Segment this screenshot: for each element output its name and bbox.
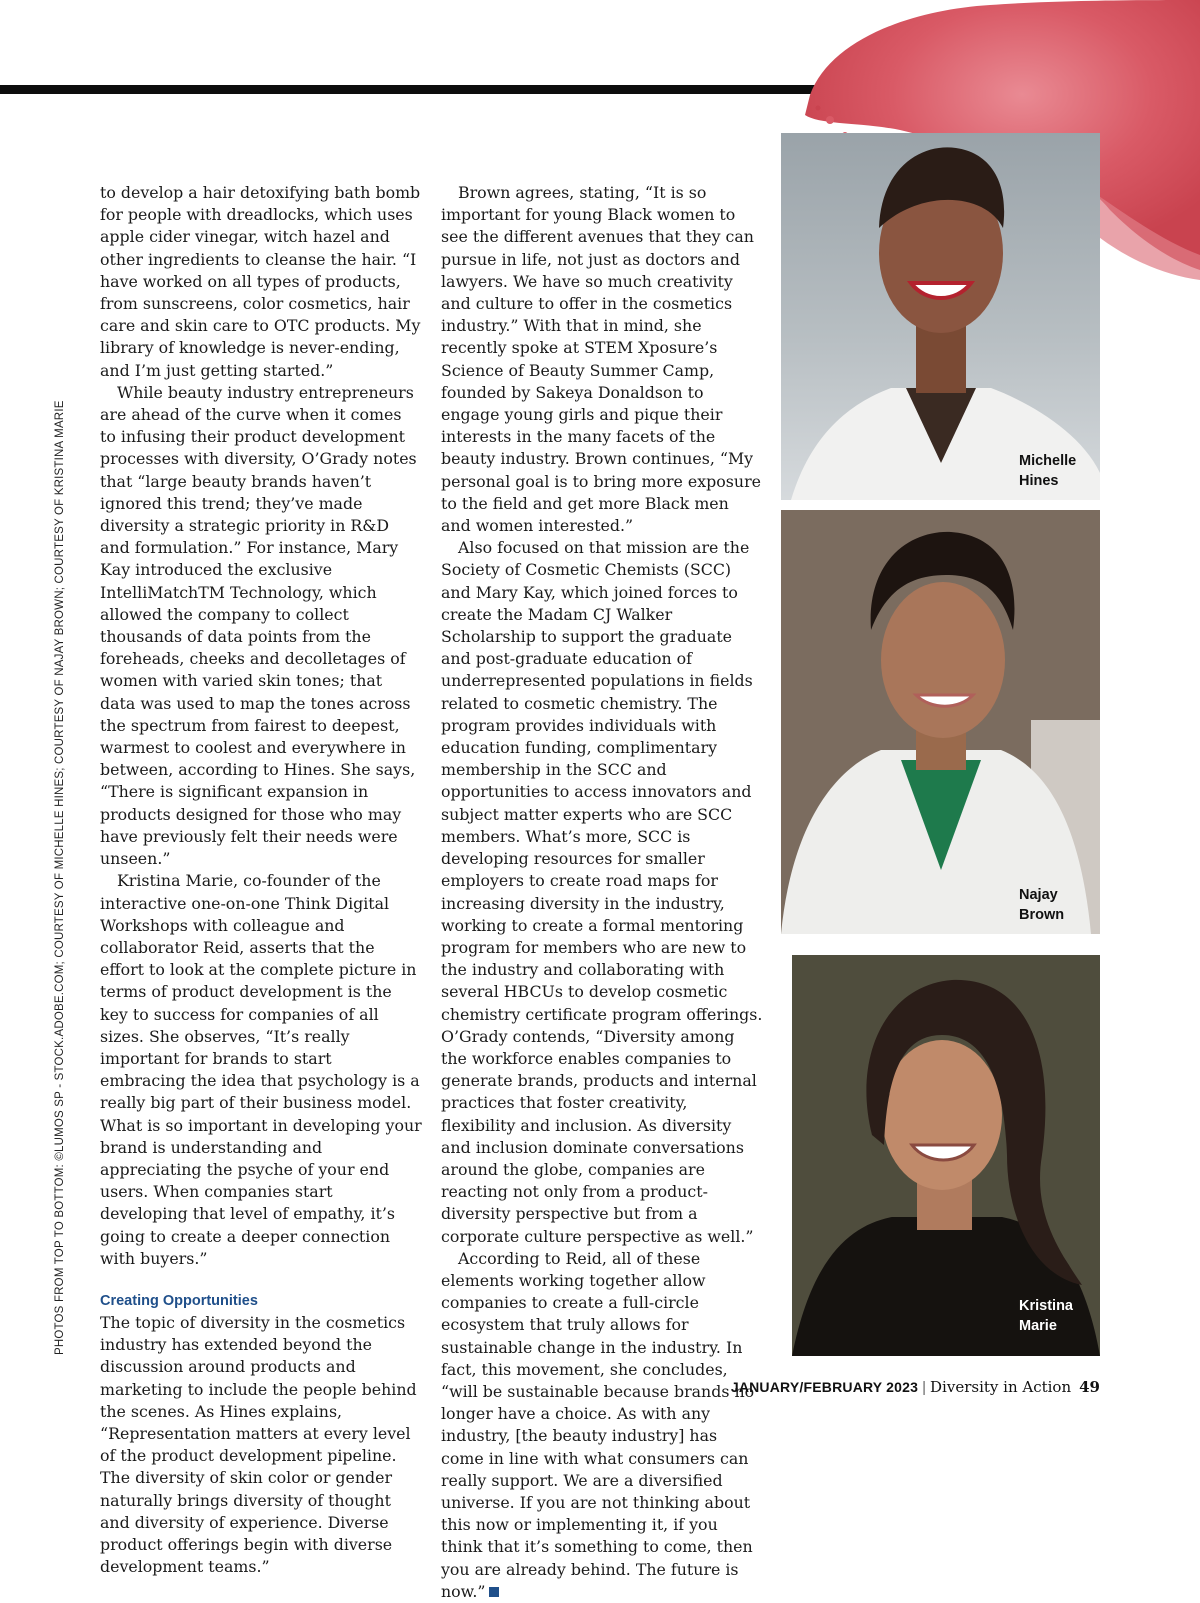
paragraph-text: According to Reid, all of these elements working together allow companies to create a full-circle ecosystem that truly allows for sustainable change in the industry. In fact, this movement, she concludes, “will be sustainable because brands no longer have a choice. As with any industry, [the beauty industry] has come in line with what consumers can really support. We are a diversified universe. If you are not thinking about this now or implementing it, if you think that it’s something to come, then you are already behind. The future is now.”: [441, 1248, 755, 1601]
paragraph: While beauty industry entrepreneurs are ahead of the curve when it comes to infusing their product development processes with diversity, O’Grady notes that “large beauty brands haven’t ignored this trend; they’ve made diversity a strategic priority in R&D and formulation.” For instance, Mary Kay introduced the exclusive IntelliMatchTM Technology, which allowed the company to collect thousands of data points from the foreheads, cheeks and decolletages of women with varied skin tones; that data was used to map the tones across the spectrum from fairest to deepest, warmest to coolest and everywhere in between, according to Hines. She says, “There is significant expansion in products designed for those who may have previously felt their needs were unseen.”: [100, 382, 417, 869]
section-heading: Creating Opportunities: [100, 1292, 258, 1309]
portrait-michelle-hines: [781, 133, 1100, 500]
page-footer: [731, 1378, 1100, 1396]
paragraph: Brown agrees, stating, “It is so important for young Black women to see the different avenues that they can pursue in life, not just as doctors and lawyers. We have so much creativity and culture to offer in the cosmetics industry.” With that in mind, she recently spoke at STEM Xposure’s Science of Beauty Summer Camp, founded by Sakeya Donaldson to engage young girls and pique their interests in the many facets of the beauty industry. Brown continues, “My personal goal is to bring more exposure to the field and get more Black men and women interested.”: [441, 183, 761, 536]
page-number: 49: [1079, 1378, 1100, 1396]
caption-first-name: Kristina: [1019, 1298, 1073, 1314]
article-column-1: [100, 182, 422, 1578]
caption-kristina-marie: [1019, 1296, 1073, 1336]
caption-last-name: Marie: [1019, 1318, 1057, 1334]
issue-date: JANUARY/FEBRUARY 2023: [730, 1379, 919, 1395]
caption-first-name: Michelle: [1019, 453, 1077, 469]
top-rule: [0, 85, 830, 94]
caption-last-name: Brown: [1019, 907, 1065, 923]
article-column-2: [441, 182, 763, 1603]
caption-last-name: Hines: [1019, 473, 1059, 489]
footer-separator: |: [922, 1379, 927, 1396]
portrait-najay-brown: [781, 510, 1100, 934]
caption-first-name: Najay: [1019, 887, 1058, 903]
paragraph: The topic of diversity in the cosmetics industry has extended beyond the discussion around products and marketing to include the people behind the scenes. As Hines explains, “Representation matters at every level of the product development pipeline. The diversity of skin color or gender naturally brings diversity of thought and diversity of experience. Diverse product offerings begin with diverse development teams.”: [100, 1312, 417, 1577]
caption-michelle-hines: [1019, 451, 1076, 491]
paragraph: Also focused on that mission are the Society of Cosmetic Chemists (SCC) and Mary Kay, which joined forces to create the Madam CJ Walker Scholarship to support the graduate and post-graduate education of underrepresented populations in fields related to cosmetic chemistry. The program provides individuals with education funding, complimentary membership in the SCC and opportunities to access innovators and subject matter experts who are SCC members. What’s more, SCC is developing resources for smaller employers to create road maps for increasing diversity in the industry, working to create a formal mentoring program for members who are new to the industry and collaborating with several HBCUs to develop cosmetic chemistry certificate program offerings. O’Grady contends, “Diversity among the workforce enables companies to generate brands, products and internal practices that foster creativity, flexibility and inclusion. As diversity and inclusion dominate conversations around the globe, companies are reacting not only from a product-diversity perspective but from a corporate culture perspective as well.”: [441, 538, 763, 1246]
end-of-article-mark: [489, 1587, 499, 1597]
paragraph: to develop a hair detoxifying bath bomb for people with dreadlocks, which uses apple cider vinegar, witch hazel and other ingredients to cleanse the hair. “I have worked on all types of products, from sunscreens, color cosmetics, hair care and skin care to OTC products. My library of knowledge is never-ending, and I’m just getting started.”: [100, 183, 421, 380]
caption-najay-brown: [1019, 885, 1064, 925]
magazine-title: Diversity in Action: [930, 1378, 1072, 1396]
paragraph: Kristina Marie, co-founder of the interactive one-on-one Think Digital Workshops with colleague and collaborator Reid, asserts that the effort to look at the complete picture in terms of product development is the key to success for companies of all sizes. She observes, “It’s really important for brands to start embracing the idea that psychology is a really big part of their business model. What is so important in developing your brand is understanding and appreciating the psyche of your end users. When companies start developing that level of empathy, it’s going to create a deeper connection with buyers.”: [100, 871, 422, 1268]
photo-credit: PHOTOS FROM TOP TO BOTTOM: ©LUMOS SP - STOCK.ADOBE.COM; COURTESY OF MICHELLE HINES; COURTESY OF NAJAY BROWN; COURTESY OF KRISTINA MARIE: [54, 400, 66, 1355]
paragraph: [441, 1248, 763, 1603]
